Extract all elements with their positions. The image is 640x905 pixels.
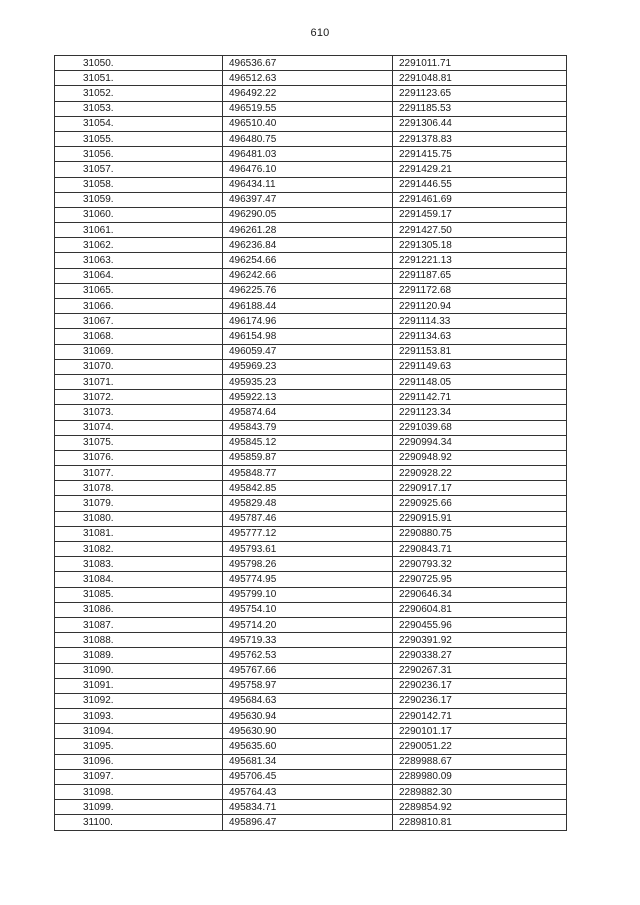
table-row [55,238,567,253]
y-coordinate-cell: 2290917.17 [393,481,567,496]
y-coordinate-cell: 2291114.33 [393,314,567,329]
table-row [55,496,567,511]
x-coordinate-cell: 496536.67 [223,56,393,71]
x-coordinate-cell: 495935.23 [223,374,393,389]
point-number-cell: 31061. [55,223,223,238]
point-number-cell: 31078. [55,481,223,496]
y-coordinate-cell: 2291039.68 [393,420,567,435]
table-row [55,420,567,435]
y-coordinate-cell: 2290267.31 [393,663,567,678]
point-number-cell: 31092. [55,693,223,708]
table-row [55,769,567,784]
point-number-cell: 31097. [55,769,223,784]
x-coordinate-cell: 495787.46 [223,511,393,526]
x-coordinate-cell: 496242.66 [223,268,393,283]
x-coordinate-cell: 496481.03 [223,147,393,162]
table-row [55,693,567,708]
point-number-cell: 31075. [55,435,223,450]
point-number-cell: 31091. [55,678,223,693]
y-coordinate-cell: 2290338.27 [393,648,567,663]
y-coordinate-cell: 2291153.81 [393,344,567,359]
y-coordinate-cell: 2291461.69 [393,192,567,207]
point-number-cell: 31058. [55,177,223,192]
point-number-cell: 31100. [55,815,223,830]
point-number-cell: 31083. [55,557,223,572]
table-row [55,739,567,754]
point-number-cell: 31055. [55,131,223,146]
table-row [55,116,567,131]
x-coordinate-cell: 496261.28 [223,223,393,238]
table-row [55,405,567,420]
table-row [55,71,567,86]
x-coordinate-cell: 496225.76 [223,283,393,298]
x-coordinate-cell: 495859.87 [223,450,393,465]
table-row [55,177,567,192]
x-coordinate-cell: 495630.94 [223,709,393,724]
table-row [55,147,567,162]
x-coordinate-cell: 495848.77 [223,466,393,481]
table-row [55,223,567,238]
table-row [55,299,567,314]
table-row [55,587,567,602]
y-coordinate-cell: 2291459.17 [393,207,567,222]
x-coordinate-cell: 495719.33 [223,633,393,648]
table-row [55,678,567,693]
point-number-cell: 31054. [55,116,223,131]
table-row [55,314,567,329]
x-coordinate-cell: 495793.61 [223,542,393,557]
point-number-cell: 31082. [55,542,223,557]
y-coordinate-cell: 2289810.81 [393,815,567,830]
y-coordinate-cell: 2291120.94 [393,299,567,314]
point-number-cell: 31093. [55,709,223,724]
point-number-cell: 31090. [55,663,223,678]
point-number-cell: 31052. [55,86,223,101]
y-coordinate-cell: 2290142.71 [393,709,567,724]
table-row [55,192,567,207]
table-row [55,359,567,374]
y-coordinate-cell: 2291446.55 [393,177,567,192]
table-row [55,162,567,177]
y-coordinate-cell: 2289988.67 [393,754,567,769]
point-number-cell: 31081. [55,526,223,541]
point-number-cell: 31087. [55,617,223,632]
y-coordinate-cell: 2291048.81 [393,71,567,86]
x-coordinate-cell: 495630.90 [223,724,393,739]
table-row [55,785,567,800]
table-row [55,450,567,465]
table-row [55,648,567,663]
table-row [55,602,567,617]
x-coordinate-cell: 495774.95 [223,572,393,587]
coordinates-table-body [55,56,567,831]
table-row [55,435,567,450]
page-number: 610 [310,27,330,39]
x-coordinate-cell: 496236.84 [223,238,393,253]
table-row [55,374,567,389]
point-number-cell: 31063. [55,253,223,268]
point-number-cell: 31057. [55,162,223,177]
x-coordinate-cell: 496476.10 [223,162,393,177]
y-coordinate-cell: 2291378.83 [393,131,567,146]
y-coordinate-cell: 2291149.63 [393,359,567,374]
x-coordinate-cell: 495758.97 [223,678,393,693]
x-coordinate-cell: 496397.47 [223,192,393,207]
y-coordinate-cell: 2291123.34 [393,405,567,420]
y-coordinate-cell: 2290725.95 [393,572,567,587]
y-coordinate-cell: 2290236.17 [393,693,567,708]
point-number-cell: 31094. [55,724,223,739]
x-coordinate-cell: 496254.66 [223,253,393,268]
x-coordinate-cell: 495767.66 [223,663,393,678]
y-coordinate-cell: 2291123.65 [393,86,567,101]
y-coordinate-cell: 2289980.09 [393,769,567,784]
point-number-cell: 31050. [55,56,223,71]
table-row [55,754,567,769]
point-number-cell: 31074. [55,420,223,435]
y-coordinate-cell: 2291305.18 [393,238,567,253]
table-row [55,283,567,298]
x-coordinate-cell: 495969.23 [223,359,393,374]
table-row [55,542,567,557]
point-number-cell: 31060. [55,207,223,222]
point-number-cell: 31086. [55,602,223,617]
point-number-cell: 31084. [55,572,223,587]
x-coordinate-cell: 496480.75 [223,131,393,146]
y-coordinate-cell: 2289854.92 [393,800,567,815]
x-coordinate-cell: 495799.10 [223,587,393,602]
point-number-cell: 31079. [55,496,223,511]
y-coordinate-cell: 2290880.75 [393,526,567,541]
x-coordinate-cell: 495842.85 [223,481,393,496]
x-coordinate-cell: 496290.05 [223,207,393,222]
x-coordinate-cell: 496512.63 [223,71,393,86]
point-number-cell: 31073. [55,405,223,420]
table-row [55,344,567,359]
x-coordinate-cell: 495684.63 [223,693,393,708]
y-coordinate-cell: 2290994.34 [393,435,567,450]
table-row [55,557,567,572]
y-coordinate-cell: 2290101.17 [393,724,567,739]
y-coordinate-cell: 2291134.63 [393,329,567,344]
x-coordinate-cell: 495681.34 [223,754,393,769]
point-number-cell: 31051. [55,71,223,86]
table-row [55,329,567,344]
coordinates-table [54,55,567,831]
x-coordinate-cell: 495764.43 [223,785,393,800]
x-coordinate-cell: 495754.10 [223,602,393,617]
y-coordinate-cell: 2290925.66 [393,496,567,511]
y-coordinate-cell: 2290236.17 [393,678,567,693]
y-coordinate-cell: 2290915.91 [393,511,567,526]
y-coordinate-cell: 2291221.13 [393,253,567,268]
x-coordinate-cell: 496434.11 [223,177,393,192]
point-number-cell: 31076. [55,450,223,465]
x-coordinate-cell: 496188.44 [223,299,393,314]
table-row [55,724,567,739]
x-coordinate-cell: 496510.40 [223,116,393,131]
table-row [55,663,567,678]
x-coordinate-cell: 495762.53 [223,648,393,663]
y-coordinate-cell: 2291185.53 [393,101,567,116]
table-row [55,511,567,526]
point-number-cell: 31069. [55,344,223,359]
table-row [55,800,567,815]
table-row [55,815,567,830]
table-row [55,466,567,481]
y-coordinate-cell: 2289882.30 [393,785,567,800]
y-coordinate-cell: 2290843.71 [393,542,567,557]
x-coordinate-cell: 495829.48 [223,496,393,511]
table-row [55,101,567,116]
x-coordinate-cell: 496059.47 [223,344,393,359]
table-row [55,633,567,648]
x-coordinate-cell: 495834.71 [223,800,393,815]
x-coordinate-cell: 495845.12 [223,435,393,450]
table-row [55,481,567,496]
point-number-cell: 31095. [55,739,223,754]
y-coordinate-cell: 2291306.44 [393,116,567,131]
point-number-cell: 31068. [55,329,223,344]
x-coordinate-cell: 496492.22 [223,86,393,101]
table-row [55,526,567,541]
y-coordinate-cell: 2290391.92 [393,633,567,648]
y-coordinate-cell: 2290051.22 [393,739,567,754]
point-number-cell: 31070. [55,359,223,374]
point-number-cell: 31096. [55,754,223,769]
point-number-cell: 31065. [55,283,223,298]
point-number-cell: 31088. [55,633,223,648]
table-row [55,253,567,268]
y-coordinate-cell: 2291142.71 [393,390,567,405]
table-row [55,207,567,222]
x-coordinate-cell: 495896.47 [223,815,393,830]
y-coordinate-cell: 2291172.68 [393,283,567,298]
table-row [55,56,567,71]
point-number-cell: 31064. [55,268,223,283]
table-row [55,86,567,101]
point-number-cell: 31089. [55,648,223,663]
point-number-cell: 31077. [55,466,223,481]
point-number-cell: 31067. [55,314,223,329]
x-coordinate-cell: 496154.98 [223,329,393,344]
table-row [55,572,567,587]
x-coordinate-cell: 495777.12 [223,526,393,541]
point-number-cell: 31056. [55,147,223,162]
table-row [55,617,567,632]
y-coordinate-cell: 2290928.22 [393,466,567,481]
y-coordinate-cell: 2291187.65 [393,268,567,283]
y-coordinate-cell: 2291427.50 [393,223,567,238]
point-number-cell: 31085. [55,587,223,602]
table-row [55,709,567,724]
y-coordinate-cell: 2290793.32 [393,557,567,572]
point-number-cell: 31099. [55,800,223,815]
y-coordinate-cell: 2290455.96 [393,617,567,632]
point-number-cell: 31059. [55,192,223,207]
x-coordinate-cell: 495798.26 [223,557,393,572]
x-coordinate-cell: 495843.79 [223,420,393,435]
y-coordinate-cell: 2290646.34 [393,587,567,602]
point-number-cell: 31080. [55,511,223,526]
table-row [55,131,567,146]
x-coordinate-cell: 495635.60 [223,739,393,754]
x-coordinate-cell: 496519.55 [223,101,393,116]
point-number-cell: 31053. [55,101,223,116]
y-coordinate-cell: 2290604.81 [393,602,567,617]
table-row [55,268,567,283]
x-coordinate-cell: 495706.45 [223,769,393,784]
point-number-cell: 31066. [55,299,223,314]
y-coordinate-cell: 2291148.05 [393,374,567,389]
x-coordinate-cell: 495922.13 [223,390,393,405]
point-number-cell: 31071. [55,374,223,389]
y-coordinate-cell: 2291011.71 [393,56,567,71]
y-coordinate-cell: 2291415.75 [393,147,567,162]
x-coordinate-cell: 495714.20 [223,617,393,632]
y-coordinate-cell: 2291429.21 [393,162,567,177]
point-number-cell: 31062. [55,238,223,253]
y-coordinate-cell: 2290948.92 [393,450,567,465]
x-coordinate-cell: 496174.96 [223,314,393,329]
x-coordinate-cell: 495874.64 [223,405,393,420]
table-row [55,390,567,405]
point-number-cell: 31072. [55,390,223,405]
point-number-cell: 31098. [55,785,223,800]
